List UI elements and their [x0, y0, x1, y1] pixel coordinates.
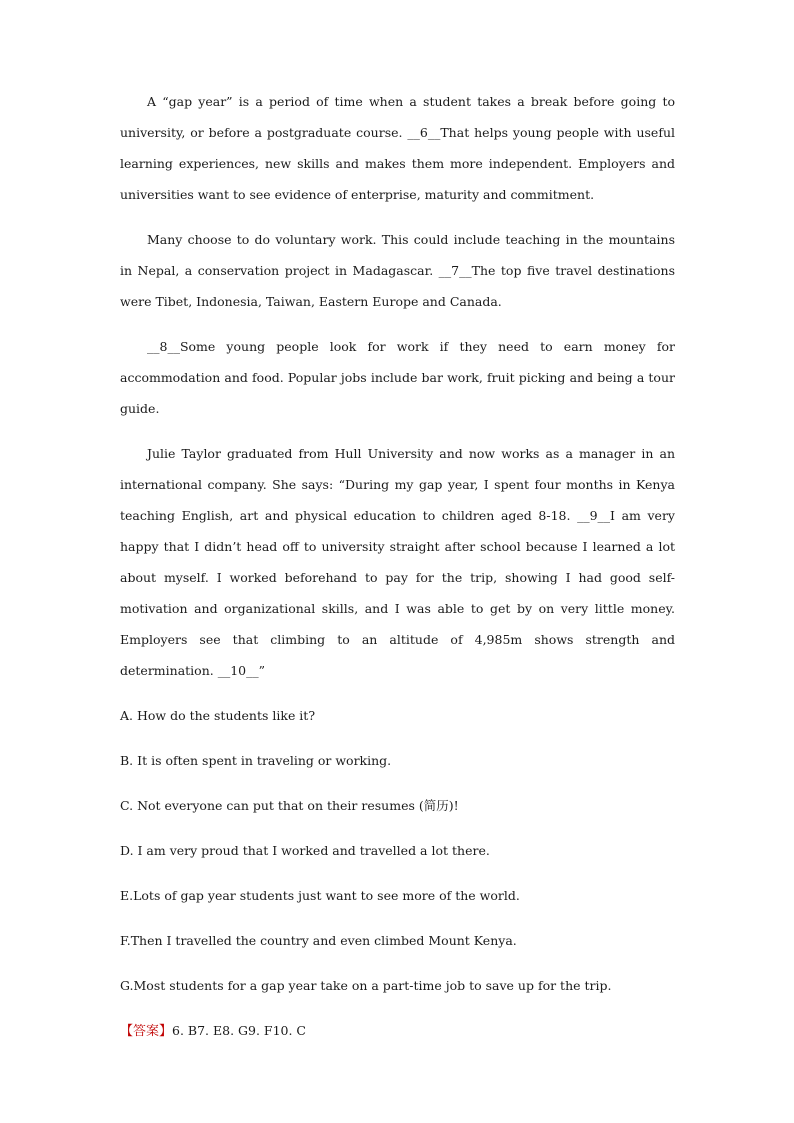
passage-paragraph-2: Many choose to do voluntary work. This could include teaching in the mountains in Nepal, a conservation project in Madagascar. __7__The top five travel destinations were Tibet, Indonesia, Taiwan, Eastern Europe and Canada. [120, 232, 675, 309]
option-d: D. I am very proud that I worked and travelled a lot there. [120, 843, 490, 858]
option-f: F.Then I travelled the country and even climbed Mount Kenya. [120, 933, 517, 948]
option-g: G.Most students for a gap year take on a part-time job to save up for the trip. [120, 978, 612, 993]
passage-paragraph-4: Julie Taylor graduated from Hull University and now works as a manager in an international company. She says: “During my gap year, I spent four months in Kenya teaching English, art and physical education to children aged 8-18. __9__I am very happy that I didn’t head off to university straight after school because I learned a lot about myself. I worked beforehand to pay for the trip, showing I had good self-motivation and organizational skills, and I was able to get by on very little money. Employers see that climbing to an altitude of 4,985m shows strength and determination. __10__” [120, 446, 675, 678]
answer-line [120, 1015, 675, 1047]
option-c: C. Not everyone can put that on their resumes (简历)! [120, 798, 459, 813]
option-e: E.Lots of gap year students just want to see more of the world. [120, 888, 520, 903]
option-b: B. It is often spent in traveling or working. [120, 753, 392, 768]
answer-text: 6. B7. E8. G9. F10. C [172, 1023, 306, 1038]
options-list [120, 700, 675, 1001]
passage-paragraph-1: A “gap year” is a period of time when a student takes a break before going to university, or before a postgraduate course. __6__That helps young people with useful learning experiences, new skills and makes them more independent. Employers and universities want to see evidence of enterprise, maturity and commitment. [120, 94, 675, 202]
passage-paragraph-3: __8__Some young people look for work if they need to earn money for accommodation and food. Popular jobs include bar work, fruit picking and being a tour guide. [120, 339, 675, 416]
option-a: A. How do the students like it? [120, 708, 316, 723]
document-page [120, 86, 675, 1047]
answer-label: 【答案】 [120, 1024, 173, 1039]
